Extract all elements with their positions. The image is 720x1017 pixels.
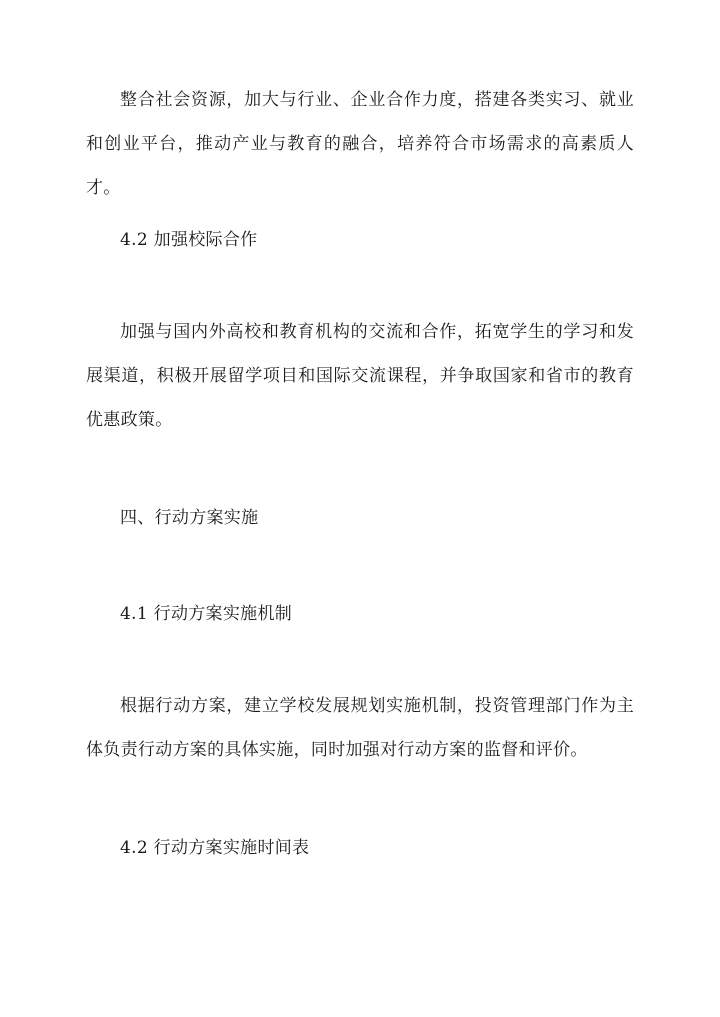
paragraph-industry-cooperation: 整合社会资源，加大与行业、企业合作力度，搭建各类实习、就业和创业平台，推动产业与教育的融合，培养符合市场需求的高素质人才。 bbox=[86, 90, 634, 198]
paragraph-implementation-mechanism: 根据行动方案，建立学校发展规划实施机制，投资管理部门作为主体负责行动方案的具体实施，同时加强对行动方案的监督和评价。 bbox=[86, 696, 634, 760]
chapter-heading-action-plan: 四、行动方案实施 bbox=[120, 508, 259, 528]
section-heading-4-2-school-cooperation: 4.2 加强校际合作 bbox=[120, 230, 258, 250]
paragraph-school-cooperation: 加强与国内外高校和教育机构的交流和合作，拓宽学生的学习和发展渠道，积极开展留学项目和国际交流课程，并争取国家和省市的教育优惠政策。 bbox=[86, 322, 634, 430]
section-heading-4-2-timeline: 4.2 行动方案实施时间表 bbox=[120, 838, 310, 858]
section-heading-4-1-mechanism: 4.1 行动方案实施机制 bbox=[120, 604, 293, 624]
